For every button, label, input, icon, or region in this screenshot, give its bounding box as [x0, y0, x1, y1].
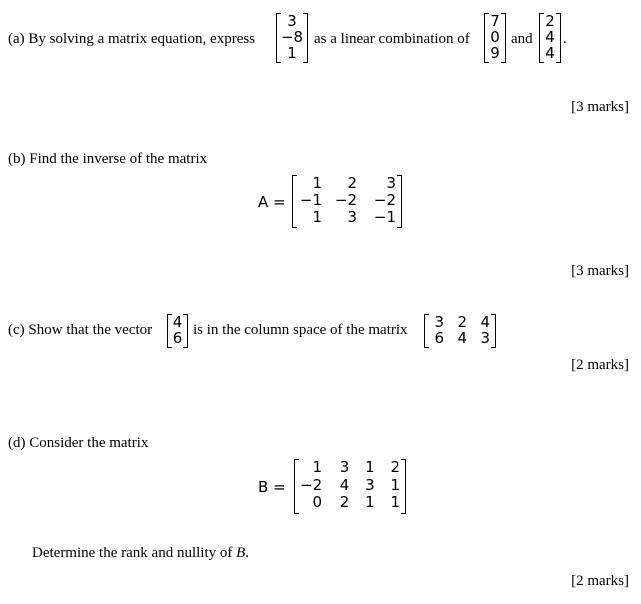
target-vector-entry: 1: [287, 44, 297, 62]
matrix-a: [292, 175, 402, 228]
basis-vector-entry: 7: [490, 12, 500, 30]
matrix-b-cell: 1: [390, 475, 400, 494]
variable-b: B: [236, 545, 246, 561]
basis-vector-2: [539, 13, 561, 63]
matrix-a-cell: 3: [347, 208, 357, 226]
matrix-a-cell: −2: [373, 191, 396, 209]
part-a-conj: and: [511, 31, 533, 47]
target-vector-entry: −8: [280, 28, 304, 46]
matrix-c-cell: 2: [457, 313, 467, 331]
matrix-c: [424, 314, 496, 348]
matrix-b-cell: 2: [390, 458, 400, 476]
basis-vector-1: [484, 13, 506, 63]
part-b-marks: [3 marks]: [571, 263, 629, 279]
matrix-a-cell: −1: [373, 208, 396, 226]
part-c-middle: is in the column space of the matrix: [193, 322, 408, 338]
part-a-suffix: .: [563, 31, 567, 47]
matrix-a-cell: 3: [386, 174, 396, 192]
matrix-a-row: [293, 192, 401, 209]
basis-vector-entry: 4: [545, 44, 555, 62]
matrix-c-cell: 3: [480, 329, 490, 347]
matrix-b-cell: 3: [339, 458, 350, 476]
matrix-c-cell: 6: [434, 329, 444, 347]
matrix-b-cell: 2: [339, 493, 350, 511]
matrix-a-cell: 2: [347, 174, 357, 192]
part-d-text: (d) Consider the matrix: [8, 435, 149, 451]
matrix-b-cell: 1: [312, 458, 322, 476]
basis-vector-entry: 0: [490, 28, 500, 46]
matrix-b-cell: 0: [312, 493, 322, 511]
matrix-a-row: [293, 209, 401, 226]
part-b-text: (b) Find the inverse of the matrix: [8, 151, 208, 167]
basis-vector-entry: 9: [490, 44, 500, 62]
matrix-a-label: A =: [258, 193, 286, 211]
matrix-b-label: B =: [258, 478, 286, 496]
matrix-b-row: [295, 494, 405, 512]
matrix-a-cell: −2: [334, 191, 357, 209]
column-vector-entry: 6: [172, 329, 183, 347]
matrix-c-cell: 3: [434, 313, 444, 331]
part-a-prefix: (a) By solving a matrix equation, express: [8, 31, 256, 47]
matrix-a-row: [293, 175, 401, 192]
basis-vector-entry: 2: [545, 12, 555, 30]
matrix-b-cell: −2: [300, 475, 323, 494]
target-vector: [276, 13, 308, 63]
matrix-a-cell: 1: [312, 208, 322, 226]
matrix-c-cell: 4: [480, 313, 490, 331]
column-vector-entry: 4: [172, 313, 183, 331]
matrix-c-cell: 4: [457, 329, 467, 347]
matrix-c-row: [425, 330, 495, 346]
part-d-marks: [2 marks]: [571, 573, 629, 589]
part-d-question: Determine the rank and nullity of B.: [32, 545, 250, 561]
basis-vector-entry: 4: [545, 28, 555, 46]
column-vector: [167, 314, 188, 348]
matrix-c-row: [425, 314, 495, 330]
part-a-marks: [3 marks]: [571, 99, 629, 115]
matrix-b-row: [295, 459, 405, 477]
matrix-b-cell: 1: [390, 493, 400, 511]
matrix-b: [294, 459, 406, 514]
matrix-a-cell: −1: [299, 191, 322, 209]
target-vector-entry: 3: [287, 12, 297, 30]
part-a-middle: as a linear combination of: [314, 31, 470, 47]
matrix-b-cell: 1: [365, 458, 375, 476]
part-c-marks: [2 marks]: [571, 357, 629, 373]
part-c-prefix: (c) Show that the vector: [8, 322, 153, 338]
matrix-a-cell: 1: [312, 174, 322, 192]
matrix-b-cell: 3: [365, 475, 375, 494]
matrix-b-cell: 4: [339, 475, 350, 494]
matrix-b-cell: 1: [365, 493, 375, 511]
matrix-b-row: [295, 477, 405, 495]
